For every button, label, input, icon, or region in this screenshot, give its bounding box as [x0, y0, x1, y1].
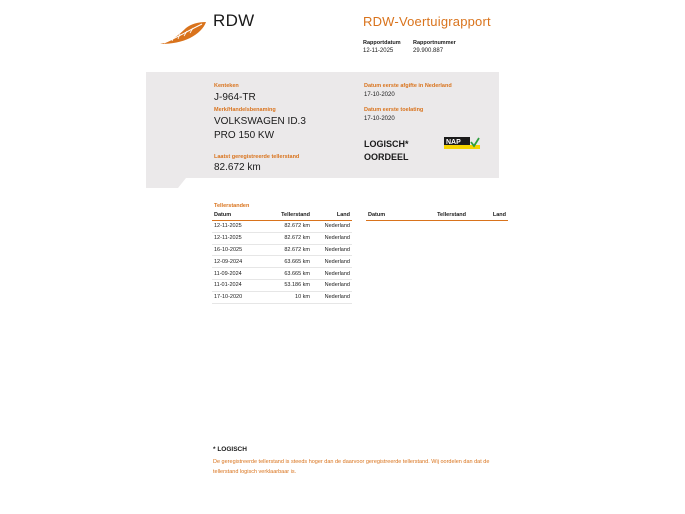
cell-land: Nederland	[312, 268, 352, 280]
footnote-text: De geregistreerde tellerstand is steeds hoger dan de daarvoor geregistreerde tellerstand. Wij oordelen dan dat de tellerstand logisch verklaarbaar is.	[213, 459, 490, 475]
rapportdatum-label: Rapportdatum	[363, 40, 401, 46]
cell-datum: 12-11-2025	[212, 221, 260, 233]
kenteken-value: J-964-TR	[214, 92, 256, 103]
merk-value-line2: PRO 150 KW	[214, 130, 275, 141]
oordeel-line2: OORDEEL	[364, 152, 409, 162]
table-row	[212, 268, 352, 280]
column-header-tellerstand: Tellerstand	[414, 211, 468, 221]
column-header-land: Land	[468, 211, 508, 221]
rapportdatum-value: 12-11-2025	[363, 48, 394, 54]
tellerstanden-table	[212, 211, 352, 304]
cell-tellerstand: 53.186 km	[260, 279, 312, 291]
rapportnummer-label: Rapportnummer	[413, 40, 456, 46]
cell-land: Nederland	[312, 244, 352, 256]
brand-name: RDW	[213, 11, 255, 30]
tellerstanden-title: Tellerstanden	[214, 203, 250, 209]
teller-value: 82.672 km	[214, 162, 261, 173]
cell-land: Nederland	[312, 279, 352, 291]
table-row	[212, 232, 352, 244]
table-row	[212, 221, 352, 233]
nap-check-icon	[444, 137, 480, 149]
kenteken-label: Kenteken	[214, 83, 239, 89]
cell-land: Nederland	[312, 221, 352, 233]
teller-label: Laatst geregistreerde tellerstand	[214, 154, 300, 160]
rapportnummer-value: 29.900.887	[413, 48, 444, 54]
table-row	[212, 256, 352, 268]
toelating-nl-label: Datum eerste afgifte in Nederland	[364, 83, 452, 89]
svg-text:NAP: NAP	[446, 139, 461, 146]
tellerstanden-table-continued	[366, 211, 508, 221]
cell-tellerstand: 63.665 km	[260, 256, 312, 268]
column-header-datum: Datum	[212, 211, 260, 221]
column-header-datum: Datum	[366, 211, 414, 221]
cell-datum: 17-10-2020	[212, 291, 260, 303]
merk-label: Merk/Handelsbenaming	[214, 107, 276, 113]
toelating-value: 17-10-2020	[364, 116, 395, 122]
column-header-tellerstand: Tellerstand	[260, 211, 312, 221]
table-header-row	[366, 211, 508, 221]
cell-tellerstand: 82.672 km	[260, 232, 312, 244]
cell-datum: 11-01-2024	[212, 279, 260, 291]
report-title: RDW-Voertuigrapport	[363, 14, 491, 29]
footnote-title: * LOGISCH	[213, 446, 247, 453]
cell-land: Nederland	[312, 291, 352, 303]
cell-datum: 16-10-2025	[212, 244, 260, 256]
table-row	[212, 291, 352, 303]
oordeel-line1: LOGISCH*	[364, 139, 409, 149]
cell-land: Nederland	[312, 256, 352, 268]
merk-value-line1: VOLKSWAGEN ID.3	[214, 116, 306, 127]
table-header-row	[212, 211, 352, 221]
cell-datum: 12-11-2025	[212, 232, 260, 244]
cell-datum: 12-09-2024	[212, 256, 260, 268]
cell-tellerstand: 82.672 km	[260, 221, 312, 233]
cell-datum: 11-09-2024	[212, 268, 260, 280]
toelating-nl-value: 17-10-2020	[364, 92, 395, 98]
column-header-land: Land	[312, 211, 352, 221]
panel-tail	[146, 178, 186, 188]
rdw-logo-icon	[158, 20, 208, 48]
toelating-label: Datum eerste toelating	[364, 107, 424, 113]
cell-land: Nederland	[312, 232, 352, 244]
table-row	[212, 244, 352, 256]
table-row	[212, 279, 352, 291]
cell-tellerstand: 82.672 km	[260, 244, 312, 256]
cell-tellerstand: 10 km	[260, 291, 312, 303]
cell-tellerstand: 63.665 km	[260, 268, 312, 280]
